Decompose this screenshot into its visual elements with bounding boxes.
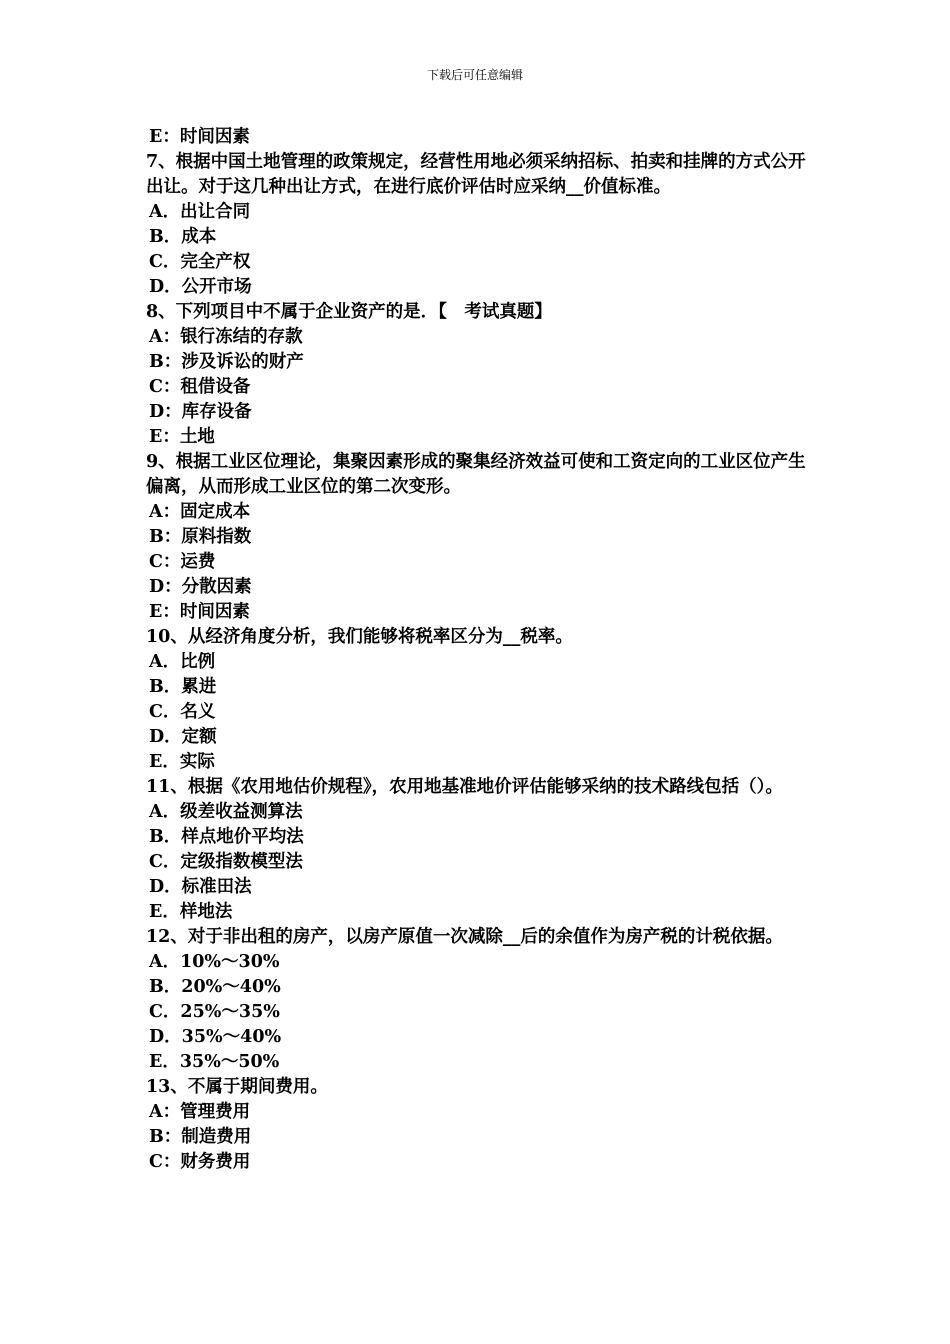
document-body bbox=[146, 125, 810, 1175]
answer-option: C：财务费用 bbox=[149, 1152, 251, 1172]
answer-option: A：固定成本 bbox=[149, 502, 251, 522]
answer-option: D．定额 bbox=[149, 727, 217, 747]
answer-option: C．定级指数模型法 bbox=[149, 852, 303, 872]
answer-option: A．比例 bbox=[149, 652, 216, 672]
answer-option: C．名义 bbox=[149, 702, 216, 722]
answer-option: E：时间因素 bbox=[149, 127, 250, 147]
answer-option: C：租借设备 bbox=[149, 377, 251, 397]
answer-option: B．累进 bbox=[149, 677, 217, 697]
question-text: 10、从经济角度分析，我们能够将税率区分为__税率。 bbox=[146, 627, 573, 647]
question-text: 9、根据工业区位理论，集聚因素形成的聚集经济效益可使和工资定向的工业区位产生偏离，从而形成工业区位的第二次变形。 bbox=[146, 452, 806, 497]
question-text: 11、根据《农用地估价规程》，农用地基准地价评估能够采纳的技术路线包括（）。 bbox=[146, 777, 783, 797]
answer-option: B：原料指数 bbox=[149, 527, 252, 547]
question-text: 7、根据中国土地管理的政策规定，经营性用地必须采纳招标、拍卖和挂牌的方式公开出让。对于这几种出让方式，在进行底价评估时应采纳__价值标准。 bbox=[146, 152, 806, 197]
answer-option: A：银行冻结的存款 bbox=[149, 327, 303, 347]
answer-option: A．10%～30% bbox=[149, 952, 280, 972]
page-header: 下载后可任意编辑 bbox=[426, 68, 523, 82]
answer-option: C．完全产权 bbox=[149, 252, 251, 272]
answer-option: E：土地 bbox=[149, 427, 215, 447]
answer-option: E．样地法 bbox=[149, 902, 233, 922]
question-text: 8、下列项目中不属于企业资产的是．【 考试真题】 bbox=[146, 302, 552, 322]
answer-option: C：运费 bbox=[149, 552, 216, 572]
answer-option: B：涉及诉讼的财产 bbox=[149, 352, 304, 372]
answer-option: E：时间因素 bbox=[149, 602, 250, 622]
answer-option: B．成本 bbox=[149, 227, 217, 247]
answer-option: D．公开市场 bbox=[149, 277, 252, 297]
answer-option: E．实际 bbox=[149, 752, 215, 772]
question-text: 13、不属于期间费用。 bbox=[146, 1077, 328, 1097]
answer-option: D．35%～40% bbox=[149, 1027, 282, 1047]
answer-option: A：管理费用 bbox=[149, 1102, 251, 1122]
answer-option: B．样点地价平均法 bbox=[149, 827, 304, 847]
answer-option: B：制造费用 bbox=[149, 1127, 252, 1147]
answer-option: C．25%～35% bbox=[149, 1002, 280, 1022]
answer-option: E．35%～50% bbox=[149, 1052, 280, 1072]
answer-option: A．出让合同 bbox=[149, 202, 251, 222]
answer-option: B．20%～40% bbox=[149, 977, 281, 997]
question-text: 12、对于非出租的房产，以房产原值一次减除__后的余值作为房产税的计税依据。 bbox=[146, 927, 783, 947]
answer-option: A．级差收益测算法 bbox=[149, 802, 303, 822]
answer-option: D：库存设备 bbox=[149, 402, 252, 422]
answer-option: D：分散因素 bbox=[149, 577, 252, 597]
answer-option: D．标准田法 bbox=[149, 877, 252, 897]
